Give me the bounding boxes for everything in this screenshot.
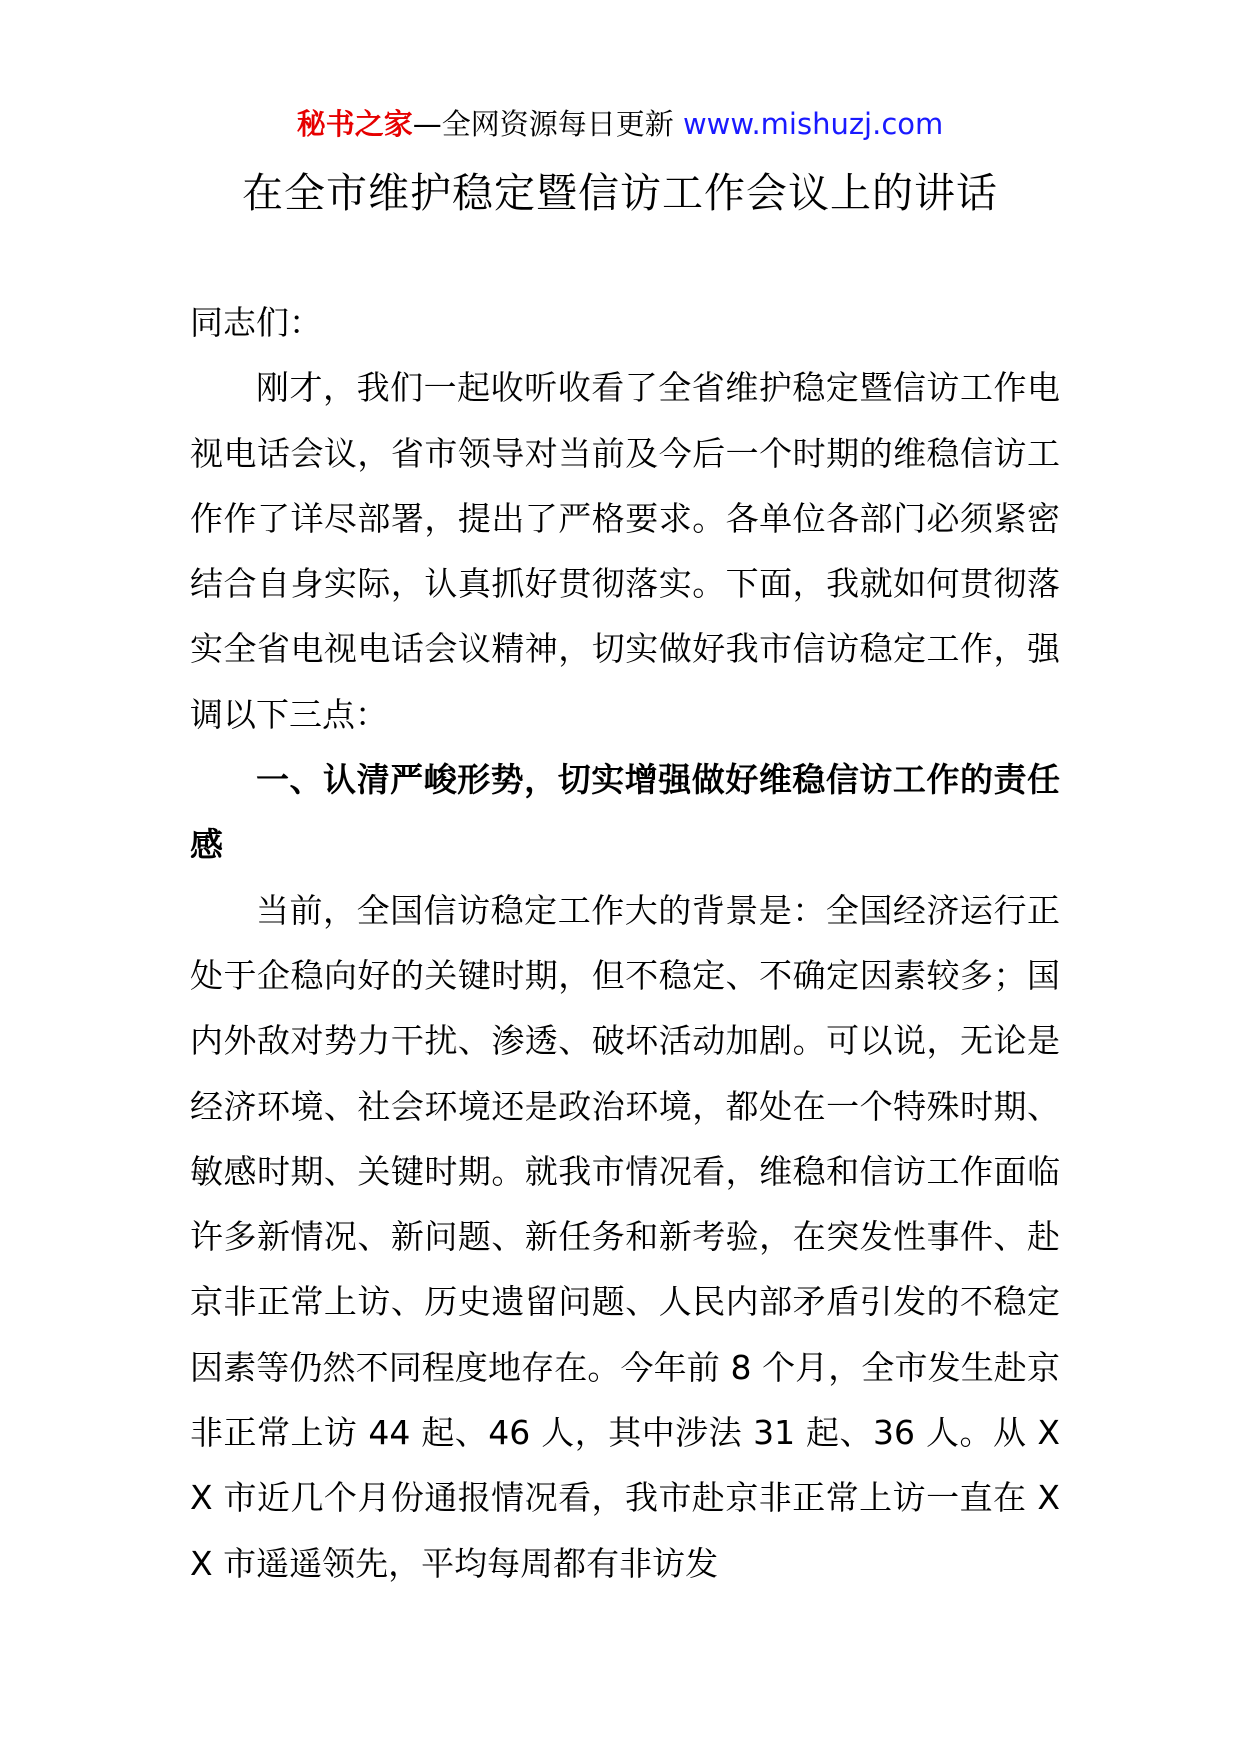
banner-slogan: —全网资源每日更新 [412, 107, 683, 141]
salutation: 同志们： [190, 303, 322, 342]
site-banner [0, 100, 1240, 148]
paragraph-situation: 当前，全国信访稳定工作大的背景是：全国经济运行正处于企稳向好的关键时期，但不稳定、不确定因素较多；国内外敌对势力干扰、渗透、破坏活动加剧。可以说，无论是经济环境、社会环境还是政治环境，都处在一个特殊时期、敏感时期、关键时期。就我市情况看，维稳和信访工作面临许多新情况、新问题、新任务和新考验，在突发性事件、赴京非正常上访、历史遗留问题、人民内部矛盾引发的不稳定因素等仍然不同程度地存在。今年前 8 个月，全市发生赴京非正常上访 44 起、46 人，其中涉法 31 起、36 人。从 XX 市近几个月份通报情况看，我市赴京非正常上访一直在 XX 市遥遥领先，平均每周都有非访发 [190, 890, 1060, 1583]
paragraph-intro: 刚才，我们一起收听收看了全省维护稳定暨信访工作电视电话会议，省市领导对当前及今后一个时期的维稳信访工作作了详尽部署，提出了严格要求。各单位各部门必须紧密结合自身实际，认真抓好贯彻落实。下面，我就如何贯彻落实全省电视电话会议精神，切实做好我市信访稳定工作，强调以下三点： [190, 368, 1060, 734]
document-title: 在全市维护稳定暨信访工作会议上的讲话 [242, 169, 998, 217]
section-heading-1: 一、认清严峻形势，切实增强做好维稳信访工作的责任感 [190, 760, 1060, 865]
banner-brand: 秘书之家 [296, 107, 413, 141]
banner-url-link[interactable]: www.mishuzj.com [682, 107, 944, 141]
document-body [190, 290, 1060, 1596]
